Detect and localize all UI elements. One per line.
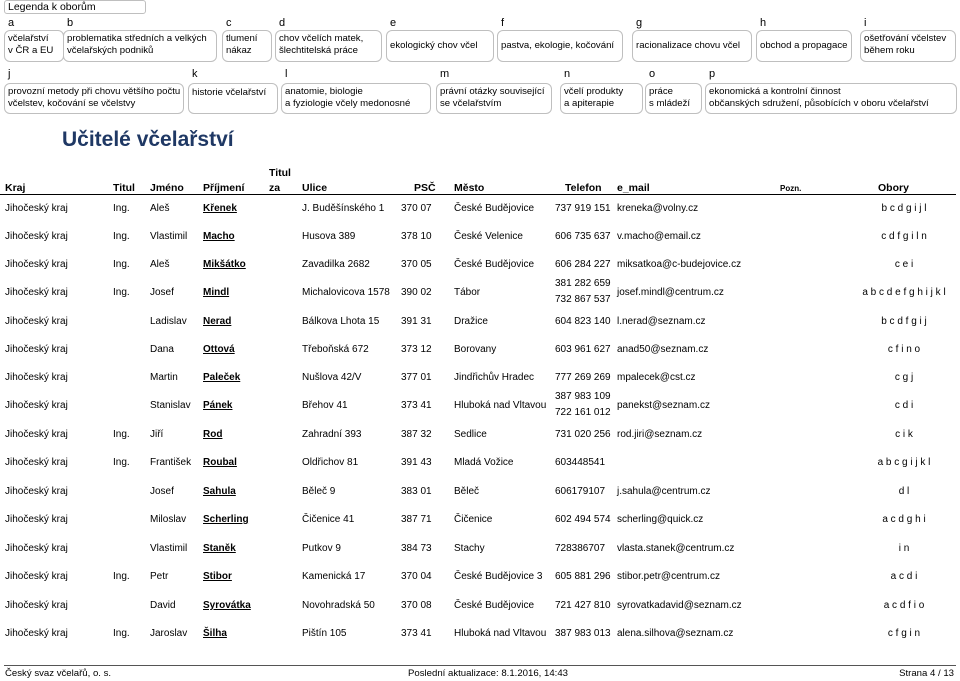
cell-titul: Ing. <box>113 203 130 214</box>
legend-label-line: historie včelařství <box>192 87 267 98</box>
cell-kraj: Jihočeský kraj <box>5 344 68 355</box>
cell-jmeno: František <box>150 457 192 468</box>
cell-mesto: Stachy <box>454 543 485 554</box>
legend-item-b <box>63 17 217 65</box>
cell-prijmeni: Syrovátka <box>203 600 251 611</box>
legend-label-line: racionalizace chovu včel <box>636 40 740 52</box>
cell-psc: 370 04 <box>401 571 432 582</box>
legend-label-line: problematika středních a velkých <box>67 33 207 44</box>
legend-letter: e <box>390 17 397 29</box>
cell-mesto: Hluboká nad Vltavou <box>454 400 547 411</box>
footer-page-number: Strana 4 / 13 <box>899 668 954 679</box>
header-psc: PSČ <box>414 182 436 194</box>
legend-label-line: ekologický chov včel <box>390 40 478 52</box>
legend-label <box>705 83 957 114</box>
cell-obory: a b c d e f g h i j k l <box>862 287 946 298</box>
cell-psc: 373 41 <box>401 628 432 639</box>
cell-email: josef.mindl@centrum.cz <box>617 287 724 298</box>
legend-letter: g <box>636 17 643 29</box>
legend-label <box>386 30 494 62</box>
table-row <box>0 571 960 599</box>
header-pozn: Pozn. <box>780 184 802 193</box>
table-row <box>0 600 960 628</box>
cell-psc: 390 02 <box>401 287 432 298</box>
cell-kraj: Jihočeský kraj <box>5 372 68 383</box>
table-row <box>0 628 960 656</box>
cell-telefon: 606 735 637 <box>555 231 611 242</box>
cell-ulice: Třeboňská 672 <box>302 344 369 355</box>
legend-letter: k <box>192 68 198 80</box>
legend-label <box>275 30 382 62</box>
cell-titul: Ing. <box>113 628 130 639</box>
legend-label-line: ekonomická a kontrolní činnost <box>709 86 841 97</box>
legend-label <box>63 30 217 62</box>
cell-psc: 391 31 <box>401 316 432 327</box>
cell-jmeno: Vlastimil <box>150 543 188 554</box>
cell-kraj: Jihočeský kraj <box>5 429 68 440</box>
cell-mesto: Sedlice <box>454 429 487 440</box>
legend-item-m <box>436 68 552 116</box>
cell-obory: c d f g i l n <box>881 231 927 242</box>
legend-item-c <box>222 17 272 65</box>
cell-email: mpalecek@cst.cz <box>617 372 696 383</box>
legend-label-line: tlumení <box>226 33 258 44</box>
cell-telefon: 387 983 109 <box>555 391 611 402</box>
cell-ulice: Kamenická 17 <box>302 571 366 582</box>
legend-item-j <box>4 68 184 116</box>
cell-mesto: České Budějovice <box>454 259 535 270</box>
cell-jmeno: Vlastimil <box>150 231 188 242</box>
cell-telefon: 731 020 256 <box>555 429 611 440</box>
cell-mesto: České Velenice <box>454 231 523 242</box>
header-prijmeni: Příjmení <box>203 182 245 194</box>
cell-prijmeni: Sahula <box>203 486 236 497</box>
cell-prijmeni: Křenek <box>203 203 237 214</box>
legend-letter: a <box>8 17 15 29</box>
legend-label-line: právní otázky související <box>440 86 545 97</box>
legend-label <box>860 30 956 62</box>
legend-label-line: ošetřování včelstev <box>864 33 947 44</box>
cell-kraj: Jihočeský kraj <box>5 231 68 242</box>
cell-kraj: Jihočeský kraj <box>5 400 68 411</box>
legend-label-line: a apiterapie <box>564 97 615 109</box>
cell-jmeno: Aleš <box>150 203 170 214</box>
cell-jmeno: David <box>150 600 176 611</box>
legend-label-line: v ČR a EU <box>8 44 54 56</box>
legend-label <box>632 30 752 62</box>
cell-psc: 373 12 <box>401 344 432 355</box>
cell-ulice: Michalovicova 1578 <box>302 287 390 298</box>
cell-psc: 378 10 <box>401 231 432 242</box>
cell-jmeno: Petr <box>150 571 169 582</box>
cell-email: miksatkoa@c-budejovice.cz <box>617 259 742 270</box>
legend-label-line: šlechtitelská práce <box>279 44 358 56</box>
cell-telefon: 602 494 574 <box>555 514 611 525</box>
legend-item-i <box>860 17 956 65</box>
cell-jmeno: Ladislav <box>150 316 187 327</box>
legend-label-line: během roku <box>864 44 915 56</box>
cell-titul: Ing. <box>113 259 130 270</box>
cell-telefon: 721 427 810 <box>555 600 611 611</box>
cell-kraj: Jihočeský kraj <box>5 203 68 214</box>
cell-obory: a c d g h i <box>882 514 926 525</box>
cell-obory: c f i n o <box>887 344 921 355</box>
legend-label-line: provozní metody při chovu většího počtu <box>8 86 181 97</box>
table-row <box>0 344 960 372</box>
cell-kraj: Jihočeský kraj <box>5 514 68 525</box>
cell-jmeno: Josef <box>150 287 174 298</box>
cell-mesto: Tábor <box>454 287 481 298</box>
cell-telefon: 603448541 <box>555 457 606 468</box>
cell-psc: 370 07 <box>401 203 432 214</box>
cell-prijmeni: Mikšátko <box>203 259 246 270</box>
cell-prijmeni: Staněk <box>203 543 236 554</box>
cell-telefon: 381 282 659 <box>555 278 611 289</box>
cell-prijmeni: Stibor <box>203 571 232 582</box>
cell-ulice: Husova 389 <box>302 231 356 242</box>
cell-prijmeni: Roubal <box>203 457 237 468</box>
cell-telefon: 722 161 012 <box>555 407 611 418</box>
legend-item-f <box>497 17 623 65</box>
legend-label-line: včelařských podniků <box>67 44 154 56</box>
table-row <box>0 231 960 259</box>
cell-jmeno: Dana <box>150 344 174 355</box>
table-row <box>0 278 960 315</box>
legend-label <box>436 83 552 114</box>
cell-prijmeni: Nerad <box>203 316 232 327</box>
legend-label <box>645 83 702 114</box>
legend-label-line: práce <box>649 86 673 97</box>
legend-label <box>4 30 64 62</box>
cell-kraj: Jihočeský kraj <box>5 287 68 298</box>
legend-letter: i <box>864 17 867 29</box>
cell-ulice: Břehov 41 <box>302 400 348 411</box>
cell-mesto: České Budějovice <box>454 203 535 214</box>
table-row <box>0 514 960 542</box>
cell-prijmeni: Mindl <box>203 287 230 298</box>
cell-mesto: Jindřichův Hradec <box>454 372 535 383</box>
legend-letter: m <box>440 68 450 80</box>
header-telefon: Telefon <box>565 182 602 194</box>
cell-prijmeni: Pánek <box>203 400 233 411</box>
cell-jmeno: Aleš <box>150 259 170 270</box>
cell-telefon: 603 961 627 <box>555 344 611 355</box>
cell-ulice: Nušlova 42/V <box>302 372 362 383</box>
legend-letter: h <box>760 17 767 29</box>
table-row <box>0 457 960 485</box>
cell-obory: c d i <box>894 400 914 411</box>
legend-letter: c <box>226 17 232 29</box>
cell-ulice: Putkov 9 <box>302 543 341 554</box>
cell-obory: a b c g i j k l <box>877 457 931 468</box>
cell-jmeno: Martin <box>150 372 178 383</box>
cell-email: panekst@seznam.cz <box>617 400 710 411</box>
cell-mesto: Borovany <box>454 344 497 355</box>
legend-label <box>560 83 643 114</box>
legend-item-h <box>756 17 852 65</box>
legend-label <box>497 30 623 62</box>
cell-obory: b c d f g i j <box>881 316 927 327</box>
cell-telefon: 728386707 <box>555 543 606 554</box>
table-row <box>0 316 960 344</box>
cell-kraj: Jihočeský kraj <box>5 571 68 582</box>
cell-telefon: 606 284 227 <box>555 259 611 270</box>
cell-telefon: 777 269 269 <box>555 372 611 383</box>
cell-prijmeni: Macho <box>203 231 235 242</box>
cell-telefon: 732 867 537 <box>555 294 611 305</box>
header-obory: Obory <box>878 182 909 194</box>
cell-obory: b c d g i j l <box>881 203 927 214</box>
cell-prijmeni: Šilha <box>203 628 227 639</box>
legend-title: Legenda k oborům <box>4 0 146 14</box>
header-ulice: Ulice <box>302 182 328 194</box>
legend-letter: f <box>501 17 505 29</box>
cell-obory: c f g i n <box>887 628 921 639</box>
table-row <box>0 486 960 514</box>
cell-prijmeni: Scherling <box>203 514 249 525</box>
cell-psc: 370 05 <box>401 259 432 270</box>
legend-letter: n <box>564 68 571 80</box>
cell-titul: Ing. <box>113 457 130 468</box>
cell-telefon: 387 983 013 <box>555 628 611 639</box>
cell-jmeno: Josef <box>150 486 174 497</box>
cell-kraj: Jihočeský kraj <box>5 486 68 497</box>
legend-label <box>4 83 184 114</box>
legend-label-line: s mládeží <box>649 97 691 109</box>
cell-ulice: Novohradská 50 <box>302 600 375 611</box>
cell-telefon: 737 919 151 <box>555 203 611 214</box>
cell-email: alena.silhova@seznam.cz <box>617 628 734 639</box>
cell-mesto: Mladá Vožice <box>454 457 514 468</box>
legend-label-line: včelstev, kočování se včelstvy <box>8 97 136 109</box>
cell-kraj: Jihočeský kraj <box>5 316 68 327</box>
cell-kraj: Jihočeský kraj <box>5 457 68 468</box>
legend-letter: p <box>709 68 716 80</box>
cell-obory: d l <box>898 486 910 497</box>
table-row <box>0 429 960 457</box>
cell-obory: c e i <box>894 259 914 270</box>
cell-obory: a c d f i o <box>883 600 925 611</box>
footer-divider <box>4 665 956 666</box>
cell-kraj: Jihočeský kraj <box>5 259 68 270</box>
cell-mesto: Čičenice <box>454 514 493 525</box>
cell-psc: 383 01 <box>401 486 432 497</box>
legend-item-n <box>560 68 643 116</box>
legend-label <box>222 30 272 62</box>
cell-psc: 377 01 <box>401 372 432 383</box>
cell-titul: Ing. <box>113 429 130 440</box>
legend-label-line: včelí produkty <box>564 86 624 97</box>
legend-item-o <box>645 68 702 116</box>
legend-letter: o <box>649 68 656 80</box>
cell-email: vlasta.stanek@centrum.cz <box>617 543 735 554</box>
cell-email: rod.jiri@seznam.cz <box>617 429 703 440</box>
cell-obory: a c d i <box>890 571 918 582</box>
cell-ulice: Oldřichov 81 <box>302 457 359 468</box>
cell-ulice: J. Buděšínského 1 <box>302 203 385 214</box>
legend-item-d <box>275 17 382 65</box>
cell-jmeno: Miloslav <box>150 514 187 525</box>
header-kraj: Kraj <box>5 182 26 194</box>
legend-letter: l <box>285 68 288 80</box>
cell-mesto: Běleč <box>454 486 480 497</box>
table-row <box>0 391 960 428</box>
cell-jmeno: Jaroslav <box>150 628 188 639</box>
cell-jmeno: Jiří <box>150 429 164 440</box>
legend-letter: j <box>8 68 11 80</box>
legend-label-line: obchod a propagace <box>760 40 848 52</box>
cell-telefon: 606179107 <box>555 486 606 497</box>
cell-psc: 373 41 <box>401 400 432 411</box>
cell-obory: i n <box>898 543 910 554</box>
cell-email: j.sahula@centrum.cz <box>617 486 711 497</box>
cell-jmeno: Stanislav <box>150 400 191 411</box>
page-title: Učitelé včelařství <box>62 128 234 151</box>
cell-ulice: Zavadilka 2682 <box>302 259 370 270</box>
cell-ulice: Bálkova Lhota 15 <box>302 316 380 327</box>
cell-obory: c i k <box>895 429 913 440</box>
legend-label-line: a fyziologie včely medonosné <box>285 97 411 109</box>
legend-label-line: občanských sdružení, působících v oboru včelařství <box>709 97 929 109</box>
legend-label-line: se včelařstvím <box>440 97 502 109</box>
cell-mesto: České Budějovice 3 <box>454 571 543 582</box>
legend-label <box>281 83 431 114</box>
table-row <box>0 372 960 400</box>
cell-titul: Ing. <box>113 231 130 242</box>
cell-email: anad50@seznam.cz <box>617 344 709 355</box>
legend-label-line: nákaz <box>226 44 252 56</box>
table-row <box>0 203 960 231</box>
table-row <box>0 259 960 287</box>
header-jmeno: Jméno <box>150 182 184 194</box>
cell-email: v.macho@email.cz <box>617 231 701 242</box>
cell-kraj: Jihočeský kraj <box>5 628 68 639</box>
footer-last-update: Poslední aktualizace: 8.1.2016, 14:43 <box>408 668 569 679</box>
legend-label-line: anatomie, biologie <box>285 86 363 97</box>
header-titul-za-2: za <box>269 182 281 194</box>
legend-label-line: chov včelích matek, <box>279 33 364 44</box>
cell-email: l.nerad@seznam.cz <box>617 316 706 327</box>
legend-item-e <box>386 17 494 65</box>
legend-label <box>756 30 852 62</box>
cell-prijmeni: Paleček <box>203 372 241 383</box>
cell-psc: 387 71 <box>401 514 432 525</box>
cell-email: syrovatkadavid@seznam.cz <box>617 600 742 611</box>
header-titul: Titul <box>113 182 135 194</box>
cell-psc: 370 08 <box>401 600 432 611</box>
legend-label <box>188 83 278 114</box>
cell-telefon: 604 823 140 <box>555 316 611 327</box>
cell-email: scherling@quick.cz <box>617 514 704 525</box>
cell-psc: 391 43 <box>401 457 432 468</box>
cell-ulice: Pištín 105 <box>302 628 347 639</box>
legend-item-a <box>4 17 64 65</box>
cell-psc: 384 73 <box>401 543 432 554</box>
legend-item-g <box>632 17 752 65</box>
table-row <box>0 543 960 571</box>
cell-kraj: Jihočeský kraj <box>5 600 68 611</box>
cell-psc: 387 32 <box>401 429 432 440</box>
legend-letter: d <box>279 17 286 29</box>
cell-prijmeni: Rod <box>203 429 223 440</box>
cell-mesto: České Budějovice <box>454 600 535 611</box>
cell-obory: c g j <box>894 372 914 383</box>
cell-kraj: Jihočeský kraj <box>5 543 68 554</box>
legend-letter: b <box>67 17 74 29</box>
cell-mesto: Hluboká nad Vltavou <box>454 628 547 639</box>
cell-email: stibor.petr@centrum.cz <box>617 571 720 582</box>
legend-label-line: pastva, ekologie, kočování <box>501 40 615 52</box>
cell-ulice: Zahradní 393 <box>302 429 362 440</box>
cell-ulice: Čičenice 41 <box>302 514 355 525</box>
legend-label-line: včelařství <box>8 33 49 44</box>
cell-ulice: Běleč 9 <box>302 486 336 497</box>
cell-mesto: Dražice <box>454 316 488 327</box>
header-mesto: Město <box>454 182 485 194</box>
cell-titul: Ing. <box>113 571 130 582</box>
legend-item-l <box>281 68 431 116</box>
header-titul-za-1: Titul <box>269 167 291 179</box>
cell-titul: Ing. <box>113 287 130 298</box>
legend-item-k <box>188 68 278 116</box>
cell-telefon: 605 881 296 <box>555 571 611 582</box>
footer-organization: Český svaz včelařů, o. s. <box>5 668 112 679</box>
legend-item-p <box>705 68 957 116</box>
cell-email: kreneka@volny.cz <box>617 203 699 214</box>
header-email: e_mail <box>617 182 650 194</box>
cell-prijmeni: Ottová <box>203 344 235 355</box>
